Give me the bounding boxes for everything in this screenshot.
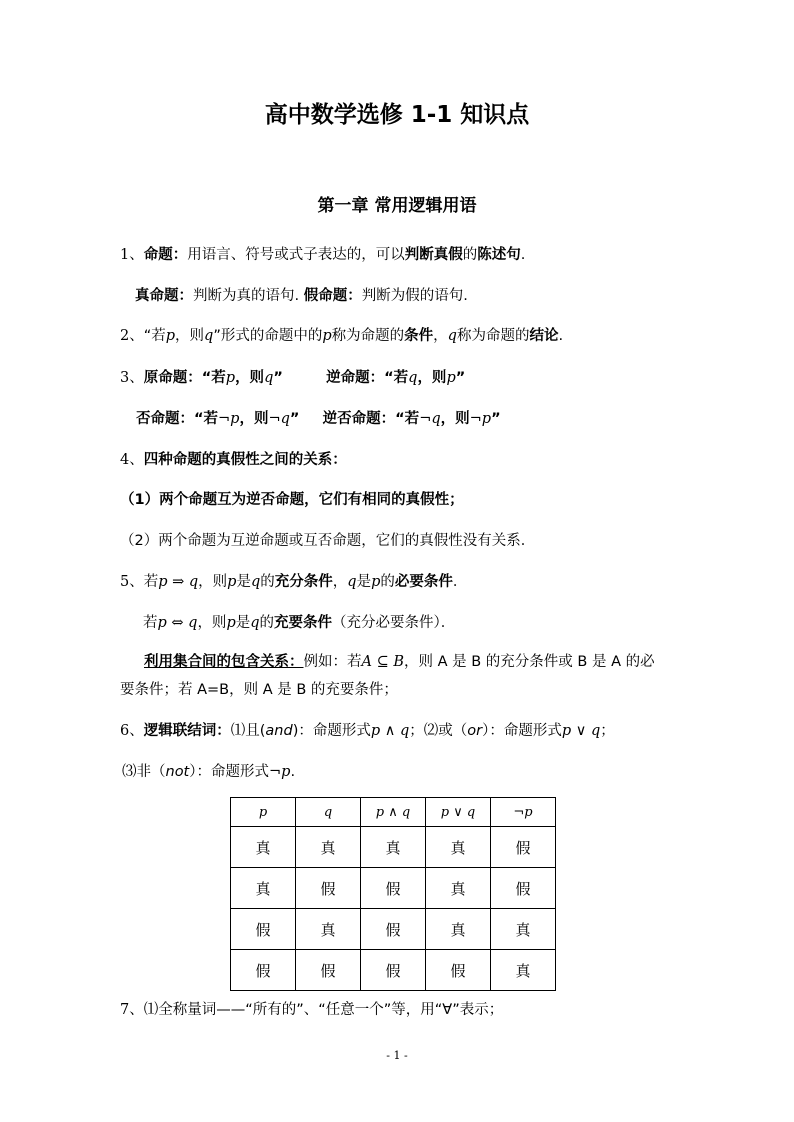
- item-2: [120, 326, 563, 346]
- text: ，则: [198, 574, 228, 590]
- text: ”: [289, 411, 300, 427]
- table-cell: 假: [231, 909, 296, 950]
- text: 称为命题的: [456, 328, 530, 344]
- table-cell: 假: [296, 868, 361, 909]
- item-number: 3、: [120, 370, 144, 386]
- word-not: not: [165, 764, 190, 780]
- table-cell: 真: [296, 909, 361, 950]
- item-3: [120, 368, 465, 388]
- text: ，则: [235, 370, 265, 386]
- math-and: p ∧ q: [370, 723, 410, 739]
- table-cell: 假: [296, 950, 361, 991]
- math-not-q: ¬q: [419, 411, 441, 427]
- word-and: and: [265, 723, 293, 739]
- text: 四种命题的真假性之间的关系：: [143, 452, 347, 468]
- item-number: 1、: [120, 247, 144, 263]
- header-cell: p: [231, 798, 296, 827]
- text: ⑴且(: [230, 723, 266, 739]
- math-q: q: [204, 328, 214, 344]
- table-cell: 真: [231, 868, 296, 909]
- table-row: [231, 909, 556, 950]
- item-4: [120, 450, 347, 470]
- text: 的: [462, 247, 478, 263]
- text: 若: [143, 574, 159, 590]
- term-connectives: 逻辑联结词：: [143, 723, 231, 739]
- item-number: 4、: [120, 452, 144, 468]
- term-declarative: 陈述句: [477, 247, 521, 263]
- math-q: q: [347, 574, 357, 590]
- item-7: [120, 1000, 503, 1020]
- original-prop-label: 原命题：“若: [143, 370, 226, 386]
- table-row: [231, 950, 556, 991]
- text: ⑶非（: [122, 764, 166, 780]
- table-cell: 真: [426, 909, 491, 950]
- contrapositive-label: 逆否命题：“若: [322, 411, 420, 427]
- text: 若: [143, 615, 158, 631]
- math-p: p: [446, 370, 456, 386]
- text: ，则: [417, 370, 447, 386]
- page-title: 高中数学选修 1-1 知识点: [264, 102, 530, 128]
- math-q: q: [408, 370, 418, 386]
- table-row: [231, 827, 556, 868]
- chapter-heading: 第一章 常用逻辑用语: [317, 196, 477, 216]
- math-not-q: ¬q: [268, 411, 290, 427]
- math-p: p: [227, 574, 237, 590]
- text: 判断为假的语句.: [361, 288, 468, 304]
- text: ”: [273, 370, 283, 386]
- table-cell: 真: [491, 909, 556, 950]
- item-6: [120, 721, 615, 741]
- truth-table: [230, 797, 556, 991]
- inverse-prop-label: 否命题：“若: [136, 411, 219, 427]
- text: （1）两个命题互为逆否命题，它们有相同的真假性；: [120, 492, 464, 508]
- item-1b: [135, 286, 468, 306]
- text: ，则: [440, 411, 470, 427]
- text: 是: [235, 615, 251, 631]
- item-4a: [120, 490, 464, 510]
- table-cell: 假: [231, 950, 296, 991]
- text: （充分必要条件）．: [332, 615, 456, 631]
- math-not: ¬p: [269, 764, 291, 780]
- header-cell: q: [296, 798, 361, 827]
- text: 判断为真的语句.: [193, 288, 300, 304]
- item-5b: [143, 613, 455, 633]
- table-header-row: [231, 798, 556, 827]
- term-proposition: 命题：: [143, 247, 188, 263]
- math-q: q: [250, 574, 261, 590]
- item-number: 2、: [120, 328, 144, 344]
- table-cell: 假: [361, 909, 426, 950]
- term-sufficient: 充分条件: [274, 574, 333, 590]
- text: 是: [236, 574, 251, 590]
- item-number: 7、: [120, 1002, 144, 1018]
- table-cell: 真: [296, 827, 361, 868]
- text: “若: [143, 328, 166, 344]
- text: 用语言、符号或式子表达的，可以: [187, 247, 405, 263]
- text: 的: [259, 615, 275, 631]
- table-cell: 真: [361, 827, 426, 868]
- text: .: [558, 328, 564, 344]
- item-1: [120, 245, 525, 265]
- math-q: q: [447, 328, 457, 344]
- item-4b: [120, 531, 535, 551]
- word-or: or: [467, 723, 483, 739]
- term-judge: 判断真假: [404, 247, 463, 263]
- table-cell: 假: [361, 950, 426, 991]
- text: ，则 A 是 B 的充分条件或 B 是 A 的必要条件；若 A=B，则 A 是 B 的充要条件；: [120, 654, 655, 698]
- text: （2）两个命题为互逆命题或互否命题，它们的真假性没有关系．: [120, 533, 536, 549]
- page-number: - 1 -: [386, 1049, 408, 1062]
- math-p: p: [226, 615, 236, 631]
- math-or: p ∨ q: [561, 723, 601, 739]
- text: ，: [433, 328, 448, 344]
- table-cell: 真: [491, 950, 556, 991]
- math-q: q: [250, 615, 260, 631]
- text: )：命题形式: [292, 723, 371, 739]
- text: ”形式的命题中的: [213, 328, 323, 344]
- math-p: p: [322, 328, 332, 344]
- text: .: [520, 247, 526, 263]
- item-number: 5、: [120, 574, 144, 590]
- math-implies: p ⇒ q: [158, 574, 199, 590]
- text: ；: [600, 723, 615, 739]
- item-3b: [136, 409, 501, 429]
- table-cell: 真: [231, 827, 296, 868]
- text: 例如：若: [303, 654, 362, 670]
- text: ，则: [239, 411, 269, 427]
- term-conclusion: 结论: [529, 328, 559, 344]
- text: ⑴全称量词——“所有的”、“任意一个”等，用“∀”表示；: [143, 1002, 504, 1018]
- math-p: p: [371, 574, 381, 590]
- text: ）：命题形式: [189, 764, 269, 780]
- table-cell: 假: [361, 868, 426, 909]
- text: ）：命题形式: [482, 723, 562, 739]
- item-6b: [122, 762, 295, 782]
- item-5: [120, 572, 467, 592]
- term-condition: 条件: [404, 328, 434, 344]
- header-cell: p ∨ q: [426, 798, 491, 827]
- text: ．: [452, 574, 468, 590]
- math-not-p: ¬p: [469, 411, 492, 427]
- table-cell: 假: [491, 868, 556, 909]
- math-q: q: [264, 370, 274, 386]
- term-true-prop: 真命题：: [135, 288, 193, 304]
- header-cell: p ∧ q: [361, 798, 426, 827]
- text: 的: [380, 574, 395, 590]
- text: ，则: [175, 328, 205, 344]
- text: ，则: [197, 615, 227, 631]
- text: 称为命题的: [331, 328, 405, 344]
- table-cell: 假: [491, 827, 556, 868]
- set-inclusion-label: 利用集合间的包含关系：: [144, 654, 304, 670]
- math-iff: p ⇔ q: [157, 615, 198, 631]
- item-5c: [120, 648, 660, 704]
- math-subset: A ⊆ B: [361, 654, 404, 670]
- text: 是: [356, 574, 372, 590]
- text: ”: [455, 370, 466, 386]
- text: ，: [332, 574, 348, 590]
- term-necessary-sufficient: 充要条件: [274, 615, 333, 631]
- term-necessary: 必要条件: [394, 574, 453, 590]
- text: .: [290, 764, 296, 780]
- table-cell: 真: [426, 827, 491, 868]
- term-false-prop: 假命题：: [303, 288, 362, 304]
- text: ”: [491, 411, 501, 427]
- header-cell: ¬p: [491, 798, 556, 827]
- table-cell: 真: [426, 868, 491, 909]
- table-row: [231, 868, 556, 909]
- converse-prop-label: 逆命题：“若: [326, 370, 409, 386]
- math-p: p: [165, 328, 176, 344]
- table-cell: 假: [426, 950, 491, 991]
- math-p: p: [225, 370, 236, 386]
- item-number: 6、: [120, 723, 144, 739]
- text: 的: [260, 574, 275, 590]
- text: ；⑵或（: [409, 723, 468, 739]
- math-not-p: ¬p: [218, 411, 240, 427]
